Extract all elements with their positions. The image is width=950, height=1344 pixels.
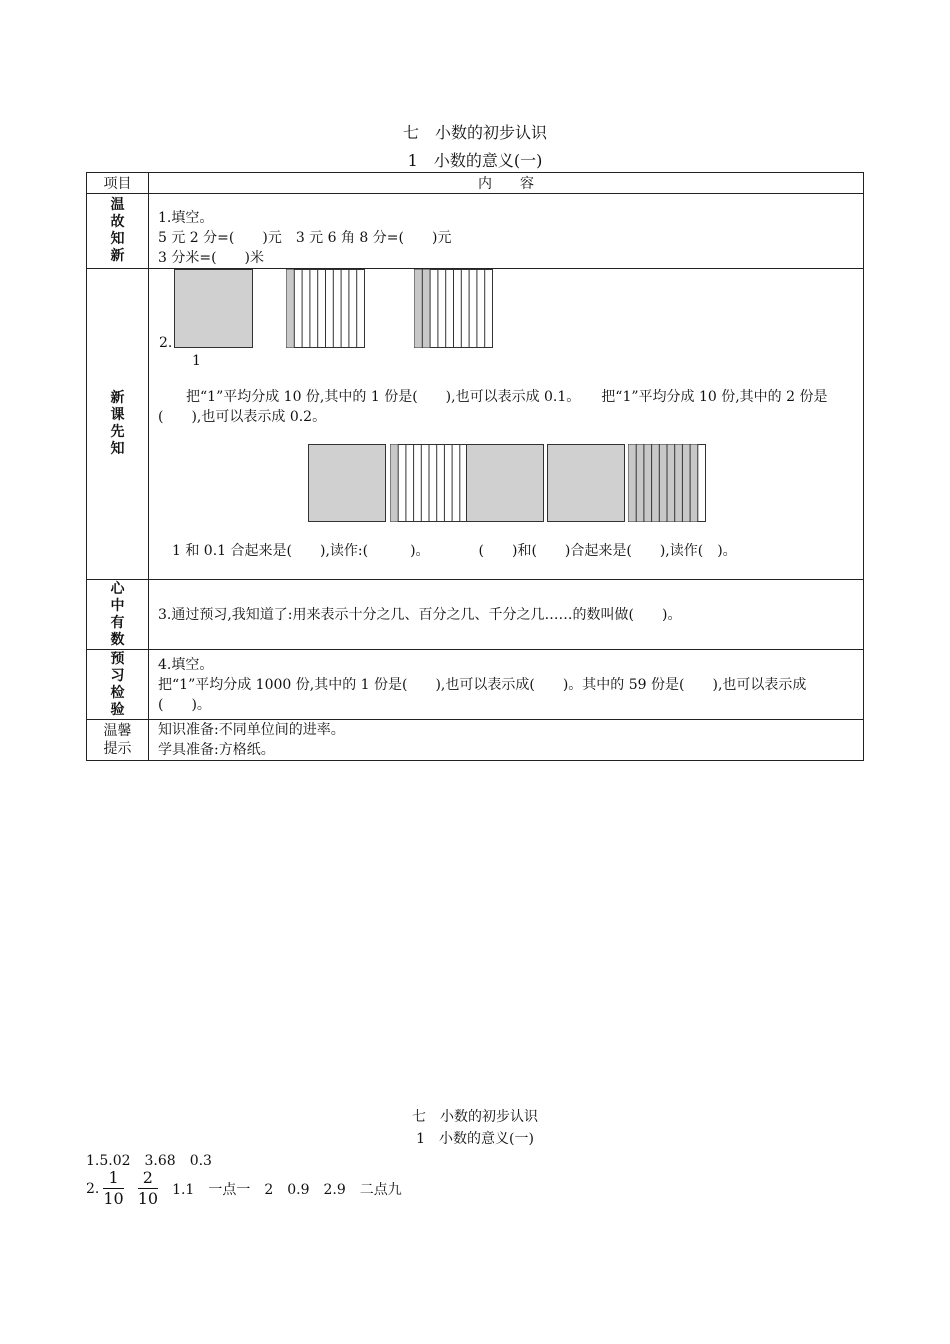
answer-line2-prefix: 2. bbox=[86, 1180, 100, 1197]
lesson-table bbox=[86, 172, 864, 761]
tenths-two-shaded bbox=[414, 269, 494, 348]
answer-chapter: 七 小数的初步认识 bbox=[412, 1109, 538, 1125]
frac1-denominator: 10 bbox=[103, 1189, 124, 1208]
row4-label: 预习检验 bbox=[110, 650, 125, 718]
answer-line1: 1.5.02 3.68 0.3 bbox=[86, 1153, 212, 1169]
row1-label: 温故知新 bbox=[110, 197, 125, 264]
row4-line2: 把“1”平均分成 1000 份,其中的 1 份是( ),也可以表示成( )。其中的 59 份是( ),也可以表示成( )。 bbox=[158, 676, 807, 713]
row3-label: 心中有数 bbox=[110, 580, 125, 648]
tenths-square-a bbox=[390, 444, 468, 522]
frac2-denominator: 10 bbox=[137, 1189, 159, 1208]
answer-line2-rest: 1.1 一点一 2 0.9 2.9 二点九 bbox=[172, 1181, 402, 1198]
unit-label: 1 bbox=[192, 353, 201, 369]
head-col1: 项目 bbox=[87, 173, 149, 194]
tenths-square-b bbox=[628, 444, 706, 522]
row1-line2: 5 元 2 分=( )元 3 元 6 角 8 分=( )元 bbox=[158, 230, 452, 246]
head-col2: 内 容 bbox=[149, 173, 864, 194]
fraction-1-10 bbox=[103, 1168, 123, 1209]
answer-line2 bbox=[86, 1168, 402, 1209]
row2-content bbox=[149, 269, 864, 580]
frac1-numerator: 1 bbox=[103, 1168, 123, 1189]
q2-text2: 1 和 0.1 合起来是( ),读作:( )。 ( )和( )合起来是( ),读作( )。 bbox=[158, 543, 737, 559]
row3-text: 3.通过预习,我知道了:用来表示十分之几、百分之几、千分之几……的数叫做( )。 bbox=[149, 580, 864, 650]
whole-square-b bbox=[466, 444, 544, 522]
whole-square-a bbox=[308, 444, 386, 522]
chapter-title: 七 小数的初步认识 bbox=[402, 123, 547, 142]
whole-square-c bbox=[547, 444, 625, 522]
tenths-one-shaded bbox=[286, 269, 366, 348]
lesson-title: 1 小数的意义(一) bbox=[407, 151, 543, 170]
fraction-2-10 bbox=[138, 1168, 158, 1209]
q2-text1: 把“1”平均分成 10 份,其中的 1 份是( ),也可以表示成 0.1。 把“1”平均分成 10 份,其中的 2 份是( ),也可以表示成 0.2。 bbox=[158, 389, 828, 425]
row5-label: 温馨提示 bbox=[103, 723, 132, 757]
row5-line2: 学具准备:方格纸。 bbox=[158, 742, 275, 758]
frac2-numerator: 2 bbox=[138, 1168, 158, 1189]
row1-line3: 3 分米=( )米 bbox=[158, 250, 265, 266]
row5-line1: 知识准备:不同单位间的进率。 bbox=[158, 722, 345, 738]
answer-lesson: 1 小数的意义(一) bbox=[416, 1131, 534, 1147]
row2-label: 新课先知 bbox=[110, 390, 125, 457]
row4-line1: 4.填空。 bbox=[158, 656, 214, 673]
row1-line1: 1.填空。 bbox=[158, 210, 214, 226]
whole-square bbox=[174, 269, 253, 348]
q2-number: 2. bbox=[159, 335, 173, 351]
